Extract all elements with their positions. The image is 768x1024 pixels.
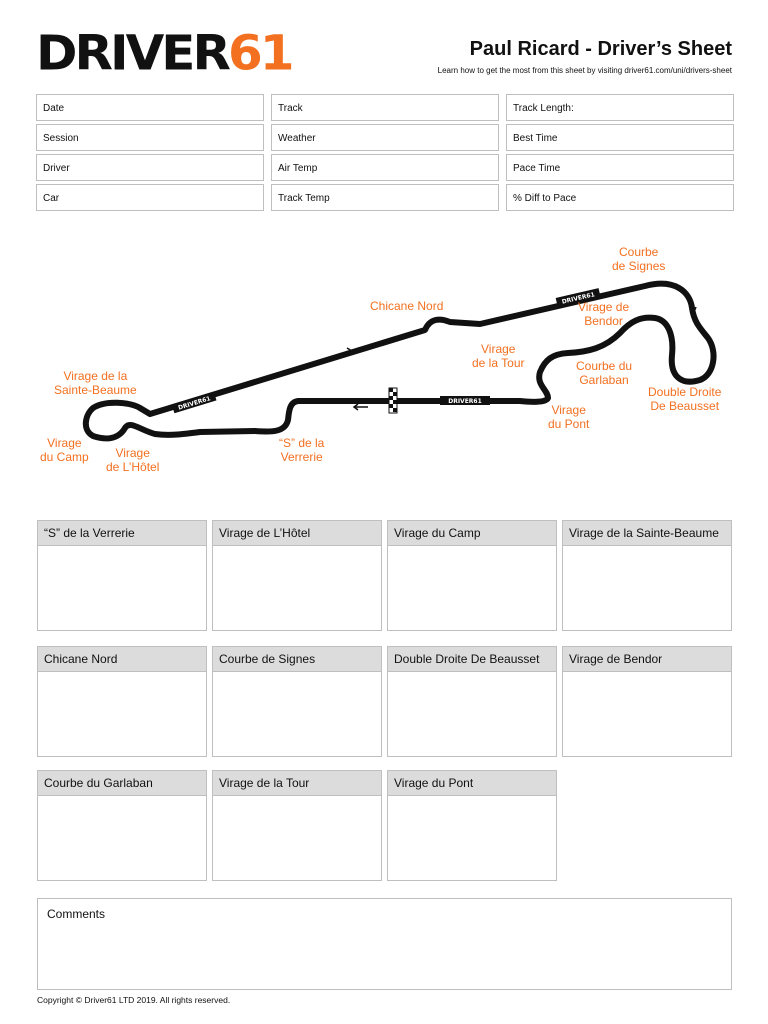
pace-time-field[interactable]: Pace Time — [506, 154, 734, 181]
date-field[interactable]: Date — [36, 94, 264, 121]
track-field[interactable]: Track — [271, 94, 499, 121]
corner-box-virage-bendor[interactable] — [562, 646, 732, 757]
corner-box-courbe-garlaban[interactable] — [37, 770, 207, 881]
start-finish-line — [389, 388, 397, 413]
session-info-grid — [36, 94, 734, 211]
map-label-courbe-signes: Courbe de Signes — [612, 245, 666, 273]
map-label-virage-pont: Virage du Pont — [548, 403, 590, 431]
comments-box[interactable] — [37, 898, 732, 990]
info-column-1 — [36, 94, 271, 211]
session-field[interactable]: Session — [36, 124, 264, 151]
corner-box-virage-pont[interactable] — [387, 770, 557, 881]
info-column-2 — [271, 94, 506, 211]
driver-field[interactable]: Driver — [36, 154, 264, 181]
corner-box-title: Double Droite De Beausset — [388, 647, 556, 672]
corner-box-title: Virage de la Sainte-Beaume — [563, 521, 731, 546]
corner-box-s-verrerie[interactable] — [37, 520, 207, 631]
map-label-virage-hotel: Virage de L’Hôtel — [106, 446, 160, 474]
corner-box-title: Courbe du Garlaban — [38, 771, 206, 796]
map-label-s-verrerie: “S” de la Verrerie — [279, 436, 325, 464]
corner-box-title: Virage du Pont — [388, 771, 556, 796]
brand-strip-right-text: DRIVER61 — [448, 398, 482, 405]
map-label-double-droite: Double Droite De Beausset — [648, 385, 722, 413]
corner-box-virage-hotel[interactable] — [212, 520, 382, 631]
weather-field[interactable]: Weather — [271, 124, 499, 151]
corner-box-chicane-nord[interactable] — [37, 646, 207, 757]
page-title: Paul Ricard - Driver’s Sheet — [469, 38, 732, 60]
track-length-field[interactable]: Track Length: — [506, 94, 734, 121]
map-label-sainte-beaume: Virage de la Sainte-Beaume — [54, 369, 137, 397]
map-label-courbe-garlaban: Courbe du Garlaban — [576, 359, 633, 387]
corner-box-courbe-signes[interactable] — [212, 646, 382, 757]
corner-box-title: Virage du Camp — [388, 521, 556, 546]
comments-label: Comments — [47, 907, 106, 921]
corner-box-title: Virage de la Tour — [213, 771, 381, 796]
corner-box-double-droite[interactable] — [387, 646, 557, 757]
driver61-logo — [36, 25, 292, 81]
page-subtitle: Learn how to get the most from this sheet by visiting driver61.com/uni/drivers-sheet — [437, 66, 732, 75]
corner-box-virage-tour[interactable] — [212, 770, 382, 881]
brand-strip-left-text: DRIVER61 — [177, 395, 212, 412]
corner-box-title: Virage de Bendor — [563, 647, 731, 672]
corner-box-title: Virage de L’Hôtel — [213, 521, 381, 546]
logo-number-text: 61 — [227, 25, 292, 81]
car-field[interactable]: Car — [36, 184, 264, 211]
copyright-text: Copyright © Driver61 LTD 2019. All rights reserved. — [37, 995, 231, 1005]
logo-driver-text: DRIVER — [36, 25, 228, 81]
corner-box-virage-camp[interactable] — [387, 520, 557, 631]
corner-box-title: Chicane Nord — [38, 647, 206, 672]
track-temp-field[interactable]: Track Temp — [271, 184, 499, 211]
corner-box-title: “S” de la Verrerie — [38, 521, 206, 546]
corner-box-sainte-beaume[interactable] — [562, 520, 732, 631]
map-label-chicane-nord: Chicane Nord — [370, 299, 444, 313]
direction-arrow-bottom — [354, 404, 368, 410]
map-label-virage-camp: Virage du Camp — [40, 436, 89, 464]
best-time-field[interactable]: Best Time — [506, 124, 734, 151]
info-column-3 — [506, 94, 734, 211]
air-temp-field[interactable]: Air Temp — [271, 154, 499, 181]
map-label-virage-bendor: Virage de Bendor — [578, 300, 630, 328]
map-label-virage-tour: Virage de la Tour — [472, 342, 525, 370]
diff-to-pace-field[interactable]: % Diff to Pace — [506, 184, 734, 211]
brand-strip-top-text: DRIVER61 — [561, 291, 596, 306]
corner-box-title: Courbe de Signes — [213, 647, 381, 672]
